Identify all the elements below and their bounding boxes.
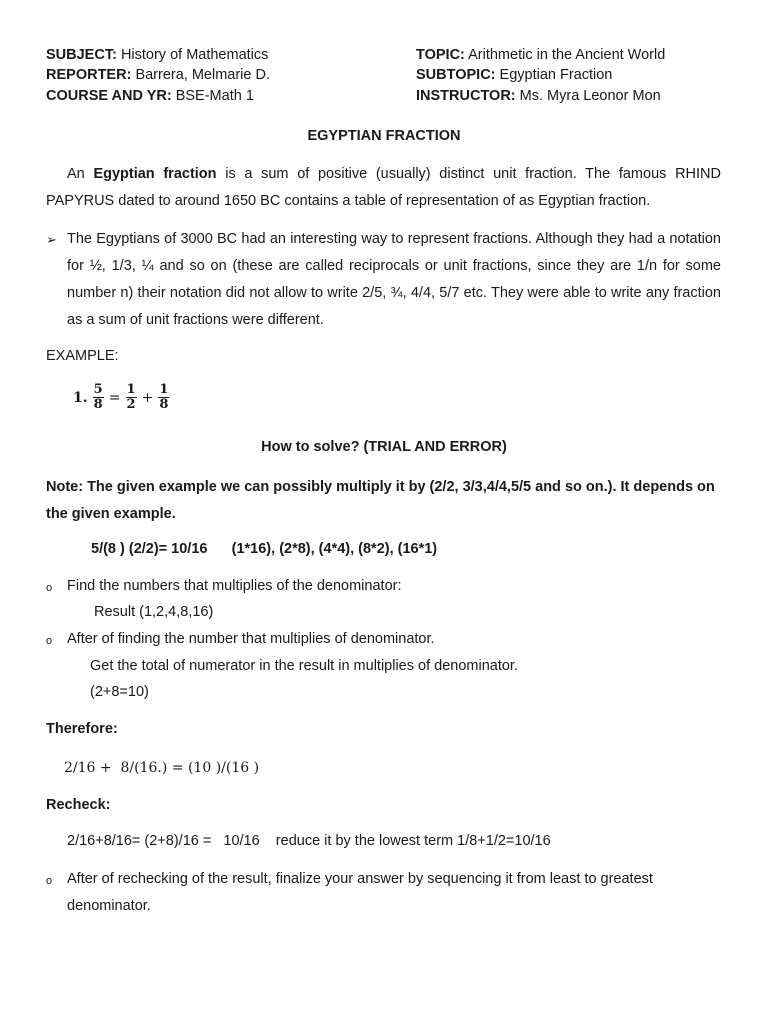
subject-line — [46, 47, 268, 63]
fraction-five-eighths: $\frac{5}{8}$ — [93, 382, 103, 412]
egyptian-fraction-term: Egyptian fraction — [93, 166, 217, 182]
reporter-line — [46, 67, 270, 83]
circle-bullet-icon: o — [46, 635, 53, 647]
arrow-bullet-icon: ➢ — [46, 232, 57, 247]
subject-label: SUBJECT: — [46, 47, 117, 63]
step-1-text: Find the numbers that multiplies of the denominator: — [67, 578, 402, 594]
page-title: EGYPTIAN FRACTION — [307, 128, 461, 144]
intro-paragraph: An Egyptian fraction is a sum of positive (usually) distinct unit fraction. The famous RHIND PAPYRUS dated to around 1650 BC contains a table of representation of as Egyptian fraction. — [46, 166, 721, 209]
subtopic-label: SUBTOPIC: — [416, 67, 496, 83]
instructor-label: INSTRUCTOR: — [416, 88, 516, 104]
topic-label: TOPIC: — [416, 47, 465, 63]
how-to-solve-heading: How to solve? (TRIAL AND ERROR) — [261, 439, 507, 455]
step-2-text: After of finding the number that multiplies of denominator. — [67, 631, 435, 647]
topic-line — [416, 47, 665, 63]
fraction-one-half: $\frac{1}{2}$ — [126, 382, 136, 412]
step-2-detail: Get the total of numerator in the result in multiplies of denominator. — [90, 658, 518, 674]
circle-bullet-icon: o — [46, 875, 53, 887]
subtopic-line — [416, 67, 612, 83]
fraction-one-eighth: $\frac{1}{8}$ — [159, 382, 169, 412]
recheck-label: Recheck: — [46, 797, 111, 813]
bullet-text: The Egyptians of 3000 BC had an interesting way to represent fractions. Although they had a notation for ½, 1/3, ¼ and so on (these are called reciprocals or unit fractions, since they are 1/n for some number n) their notation did not allow to write 2/5, ¾, 4/4, 5/7 etc. They were able to write any fraction as a sum of unit fractions were different. — [67, 231, 721, 328]
instructor-line — [416, 88, 661, 104]
reporter-value: Barrera, Melmarie D. — [135, 67, 270, 83]
course-value: BSE-Math 1 — [175, 88, 254, 104]
therefore-label: Therefore: — [46, 721, 118, 737]
topic-value: Arithmetic in the Ancient World — [468, 47, 666, 63]
multiply-line: 5/(8 ) (2/2)= 10/16 (1*16), (2*8), (4*4), (8*2), (16*1) — [91, 541, 438, 557]
recheck-line: 2/16+8/16= (2+8)/16 = 10/16 reduce it by the lowest term 1/8+1/2=10/16 — [67, 833, 551, 849]
note-paragraph: Note: The given example we can possibly multiply it by (2/2, 3/3,4/4,5/5 and so on.). It depends on the given example. — [46, 479, 715, 522]
example-number: 1. — [73, 389, 88, 406]
subject-value: History of Mathematics — [120, 47, 269, 63]
instructor-value: Ms. Myra Leonor Mon — [519, 88, 661, 104]
therefore-equation: 2/16 + 8/(16.) = (10 )/(16 ) — [64, 760, 260, 776]
step-2-sum: (2+8=10) — [90, 684, 149, 700]
step-1-result: Result (1,2,4,8,16) — [94, 604, 214, 620]
course-line — [46, 88, 254, 104]
circle-bullet-icon: o — [46, 582, 53, 594]
course-label: COURSE AND YR: — [46, 88, 172, 104]
example-equation: 1. $\frac{5}{8}$ = $\frac{1}{2}$ + $\frac{1}{8}$ — [73, 382, 169, 412]
step-3-text: After of rechecking of the result, finalize your answer by sequencing it from least to greatest denominator. — [67, 871, 653, 914]
reporter-label: REPORTER: — [46, 67, 132, 83]
subtopic-value: Egyptian Fraction — [499, 67, 613, 83]
example-label: EXAMPLE: — [46, 348, 119, 364]
